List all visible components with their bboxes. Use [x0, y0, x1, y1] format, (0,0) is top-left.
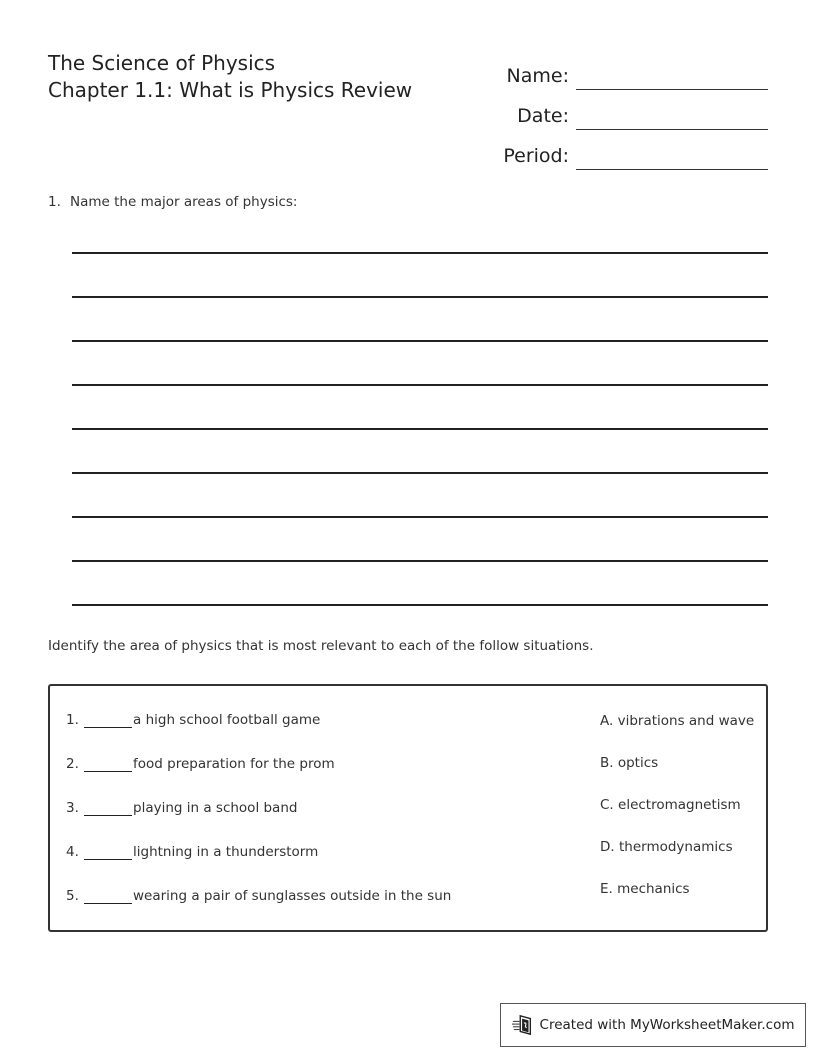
- matching-option-a: A. vibrations and wave: [600, 713, 755, 729]
- matching-item: [66, 712, 320, 728]
- answer-line[interactable]: [72, 518, 768, 562]
- matching-item-text: wearing a pair of sunglasses outside in the sun: [133, 888, 452, 904]
- matching-item-number: 1.: [66, 712, 79, 728]
- matching-option-b: B. optics: [600, 755, 659, 771]
- matching-answer-blank[interactable]: [84, 845, 132, 860]
- matching-option-d: D. thermodynamics: [600, 839, 733, 855]
- matching-option-e: E. mechanics: [600, 881, 690, 897]
- title-line-1: The Science of Physics: [48, 51, 276, 75]
- matching-item: [66, 800, 297, 816]
- answer-line[interactable]: [72, 386, 768, 430]
- matching-item-text: food preparation for the prom: [133, 756, 335, 772]
- question-1: [48, 194, 297, 210]
- period-label: Period:: [503, 145, 569, 167]
- matching-answer-blank[interactable]: [84, 889, 132, 904]
- matching-answer-blank[interactable]: [84, 801, 132, 816]
- answer-line[interactable]: [72, 430, 768, 474]
- answer-line[interactable]: [72, 474, 768, 518]
- matching-item: [66, 888, 451, 904]
- matching-item: [66, 844, 318, 860]
- answer-line[interactable]: [72, 562, 768, 606]
- matching-item-number: 4.: [66, 844, 79, 860]
- matching-answer-blank[interactable]: [84, 713, 132, 728]
- date-field-line[interactable]: [576, 101, 768, 130]
- answer-lines: [72, 210, 768, 606]
- question-1-number: 1.: [48, 194, 61, 210]
- name-label: Name:: [506, 65, 569, 87]
- matching-item-text: lightning in a thunderstorm: [133, 844, 319, 860]
- worksheet-maker-logo-icon: [512, 1014, 534, 1036]
- footer-credit[interactable]: [500, 1003, 806, 1047]
- name-field-line[interactable]: [576, 61, 768, 90]
- date-field-row: [468, 90, 768, 130]
- title-line-2: Chapter 1.1: What is Physics Review: [48, 78, 413, 102]
- matching-item-number: 3.: [66, 800, 79, 816]
- matching-item: [66, 756, 335, 772]
- name-field-row: [468, 50, 768, 90]
- period-field-row: [468, 130, 768, 170]
- date-label: Date:: [517, 105, 569, 127]
- matching-option-c: C. electromagnetism: [600, 797, 741, 813]
- matching-item-number: 2.: [66, 756, 79, 772]
- matching-instructions: Identify the area of physics that is most relevant to each of the follow situations.: [48, 638, 594, 654]
- matching-box: [48, 684, 768, 932]
- answer-line[interactable]: [72, 254, 768, 298]
- answer-line[interactable]: [72, 342, 768, 386]
- student-info-fields: [468, 50, 768, 170]
- answer-line[interactable]: [72, 298, 768, 342]
- footer-credit-text: Created with MyWorksheetMaker.com: [539, 1017, 795, 1033]
- worksheet-title: [48, 50, 412, 104]
- answer-line[interactable]: [72, 210, 768, 254]
- matching-item-text: a high school football game: [133, 712, 321, 728]
- period-field-line[interactable]: [576, 141, 768, 170]
- question-1-text: Name the major areas of physics:: [70, 194, 298, 210]
- matching-answer-blank[interactable]: [84, 757, 132, 772]
- matching-item-text: playing in a school band: [133, 800, 298, 816]
- matching-item-number: 5.: [66, 888, 79, 904]
